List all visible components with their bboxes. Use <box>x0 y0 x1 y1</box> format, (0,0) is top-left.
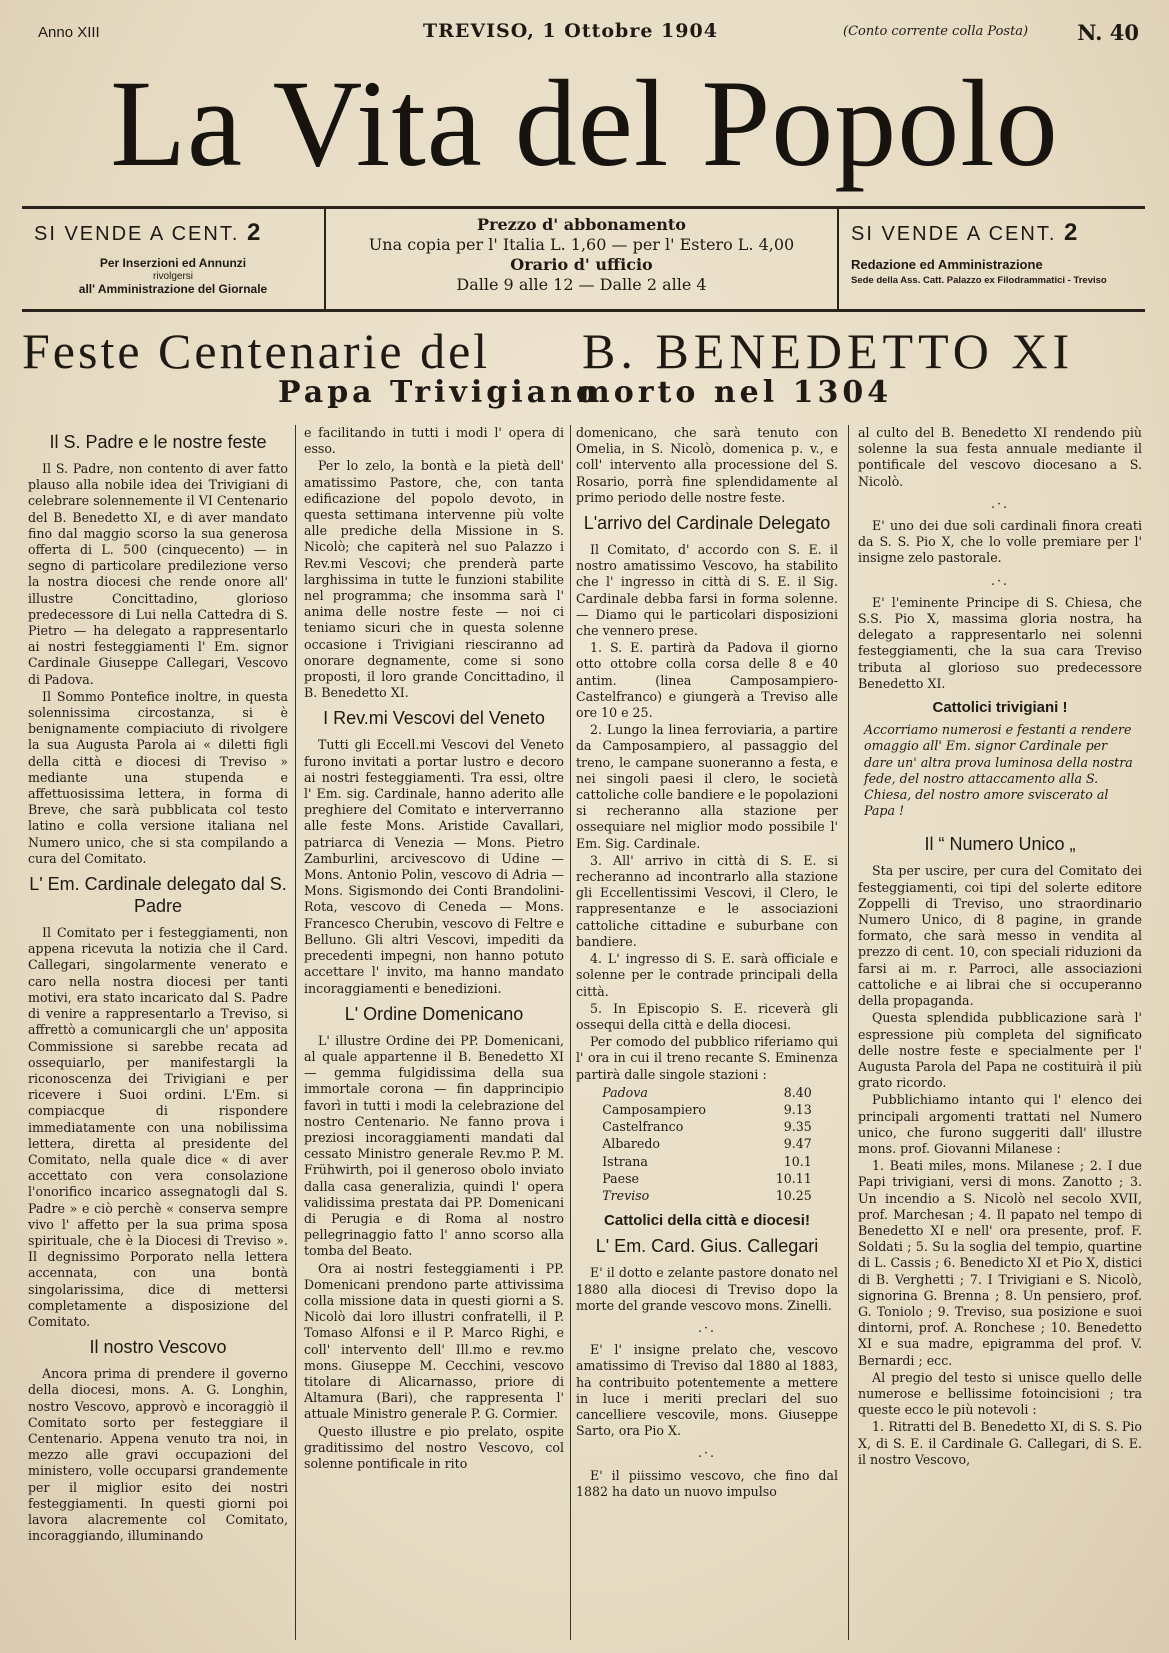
station-name: Camposampiero <box>602 1101 706 1117</box>
paragraph: Per comodo del pubblico riferiamo qui l' ora in cui il treno recante S. Eminenza partirà dalle singole stazioni : <box>576 1034 838 1082</box>
table-row <box>602 1119 812 1136</box>
sede-address: Sede della Ass. Catt. Palazzo ex Filodrammatici - Treviso <box>851 275 1107 286</box>
subheadline-part2: morto nel 1304 <box>578 375 893 410</box>
separator: .·. <box>697 1319 716 1335</box>
paragraph: E' l' insigne prelato che, vescovo amatissimo di Treviso dal 1880 al 1883, ha contribuito potentemente a mettere in luce i meriti preclari del suo cancelliere vescovile, mons. Giuseppe Sarto, ora Pio X. <box>576 1342 838 1439</box>
anno-label: Anno XIII <box>38 24 100 41</box>
column-3 <box>576 425 838 1645</box>
paragraph: Tutti gli Eccell.mi Vescovi del Veneto furono invitati a portar lustro e decoro ai nostri festeggiamenti. Tra essi, oltre l' Em. sig. Cardinale, hanno aderito alle preghiere del Comitato e interverranno alle feste Mons. Aristide Cavallari, patriarca di Venezia — Mons. Pietro Zamburlini, arcivescovo di Udine — Mons. Antonio Polin, vescovo di Adria — Mons. Sigismondo dei Conti Brandolini-Rota, vescovo di Ceneda — Mons. Francesco Cherubin, vescovo di Feltre e Belluno. Gli altri Vescovi, impediti da precedenti impegni, non hanno potuto accettare l' invito, ma hanno mandato incoraggiamenti e benedizioni. <box>304 737 564 996</box>
table-row <box>602 1188 812 1205</box>
paragraph: Il Sommo Pontefice inoltre, in questa solennissima circostanza, si è benignamente compiaciuto di rivolgere la sua Augusta Parola ai « diletti figli della città e diocesi di Treviso » mediante una stupenda e affettuosissima lettera, in forma di Breve, che sarà pubblicata col testo latino e colla versione italiana nel Numero unico, che si sta compilando a cura del Comitato. <box>28 688 288 866</box>
station-name: Padova <box>602 1084 648 1100</box>
paragraph: Al pregio del testo si unisce quello delle numerose e bellissime fotoincisioni ; tra queste ecco le più notevoli : <box>858 1369 1142 1418</box>
table-row <box>602 1171 812 1188</box>
issue-number: N. 40 <box>1077 20 1139 45</box>
section-heading: L' Ordine Domenicano <box>344 1003 524 1024</box>
station-time: 8.40 <box>783 1084 812 1100</box>
paragraph: Questa splendida pubblicazione sarà l' espressione più completa del significato delle nostre feste e specialmente per l' Augusta Parola del Papa ne costituirà il più grato ricordo. <box>858 1010 1142 1091</box>
paragraph: domenicano, che sarà tenuto con Omelia, in S. Nicolò, domenica p. v., e coll' intervento alla processione del S. Rosario, porrà fine splendidamente al primo periodo delle nostre feste. <box>576 425 838 505</box>
section-heading: Il “ Numero Unico „ <box>924 834 1076 855</box>
inserzioni-line1: Per Inserzioni ed Annunzi <box>99 256 247 270</box>
price-value: 2 <box>246 219 263 246</box>
info-band <box>22 206 1145 312</box>
paragraph: Sta per uscire, per cura del Comitato dei festeggiamenti, coi tipi del solerte editore Zoppelli di Treviso, uno straordinario Numero Unico, di 8 pagine, in grande formato, che sarà messo in vendita al prezzo di cent. 10, con speciali riduzioni da farsi ai m. r. Parroci, alle associazioni cattoliche e ai librai che si occuperanno della propaganda. <box>858 863 1142 1009</box>
station-time: 9.13 <box>783 1101 812 1117</box>
paragraph: 1. Beati miles, mons. Milanese ; 2. I due Papi trivigiani, versi di mons. Zanotto ; 3. Un incendio a S. Nicolò nel secolo XVII, prof. Marchesan ; 4. Il papato nel tempo di Benedetto XI e nell' ora presente, prof. F. Soldati ; 5. Su la soglia del tempio, quartine di L. Cassis ; 6. Benedicto XI et Pio X, distici di B. Verghetti ; 7. I Trivigiani e S. Nicolò, signorina G. Brenna ; 8. Un pensiero, prof. G. Toniolo ; 9. Treviso, sua posizione e suoi dintorni, prof. A. Ronchese ; 10. Benedetto XI e sua madre, epigramma del prof. V. Bernardi ; ecc. <box>858 1158 1142 1368</box>
section-heading: L'arrivo del Cardinale Delegato <box>583 513 831 534</box>
station-time: 9.35 <box>783 1119 812 1135</box>
station-name: Castelfranco <box>602 1119 684 1135</box>
paragraph: Il Comitato, d' accordo con S. E. il nostro amatissimo Vescovo, ha stabilito che l' ingresso in città di S. E. il Sig. Cardinale debba farsi in forma solenne. — Diamo qui le particolari disposizioni che vennero prese. <box>576 542 838 639</box>
price-value: 2 <box>1063 219 1080 246</box>
separator: .·. <box>990 572 1009 588</box>
paragraph: 4. L' ingresso di S. E. sarà officiale e solenne per le contrade principali della città. <box>576 951 838 999</box>
station-name: Albaredo <box>602 1136 661 1152</box>
section-heading: L' Em. Cardinale delegato dal S. Padre <box>29 874 287 917</box>
train-timetable <box>602 1085 812 1205</box>
separator: .·. <box>990 495 1009 511</box>
paragraph: Il S. Padre, non contento di aver fatto plauso alla nobile idea dei Trivigiani di celebrare solennemente il VI Centenario del B. Benedetto XI, e di aver mandato fino dal maggio scorso la sua generosa offerta di L. 500 (cinquecento) — in segno di particolare predilezione verso la nostra diocesi che rende onore all' illustre Concittadino, glorioso predecessore di Lui nella Cattedra di S. Pietro — ha delegato a rappresentarlo ai nostri festeggiamenti l' Em. signor Cardinale Giuseppe Callegari, Vescovo di Padova. <box>28 461 288 687</box>
paragraph: E' il dotto e zelante pastore donato nel 1880 alla diocesi di Treviso dopo la morte del grande vescovo mons. Zinelli. <box>576 1265 838 1313</box>
orario-text: Dalle 9 alle 12 — Dalle 2 alle 4 <box>456 275 707 294</box>
station-name: Treviso <box>602 1187 650 1203</box>
paragraph: 2. Lungo la linea ferroviaria, a partire da Camposampiero, al passaggio del treno, le campane suoneranno a festa, e nei singoli paesi il clero, le società cattoliche colle bandiere e le popolazioni si recheranno alla stazione per ossequiare nel miglior modo possibile l' Em. Sig. Cardinale. <box>576 722 838 851</box>
price-right <box>851 219 1145 247</box>
paragraph: e facilitando in tutti i modi l' opera di esso. <box>304 425 564 457</box>
column-rule <box>570 425 571 1640</box>
paragraph: al culto del B. Benedetto XI rendendo più solenne la sua festa annuale mediante il pontificale del vescovo diocesano a S. Nicolò. <box>858 425 1142 489</box>
column-1 <box>28 425 288 1645</box>
subheadline-part1: Papa Trivigiano <box>278 375 600 410</box>
paragraph: E' l'eminente Principe di S. Chiesa, che S.S. Pio X, massima gloria nostra, ha delegato a rappresentarlo nei solenni festeggiamenti, che la sua cara Treviso tributa al glorioso suo predecessore Benedetto XI. <box>858 594 1142 691</box>
column-rule <box>848 425 849 1640</box>
inserzioni-line3: all' Amministrazione del Giornale <box>78 282 268 296</box>
paragraph: 1. Ritratti del B. Benedetto XI, di S. S. Pio X, di S. E. il Cardinale G. Callegari, di S. E. il nostro Vescovo, <box>858 1419 1142 1467</box>
inserzioni-line2: rivolgersi <box>152 271 193 282</box>
station-time: 10.25 <box>775 1187 812 1203</box>
station-time: 10.11 <box>775 1170 812 1186</box>
table-row <box>602 1085 812 1102</box>
left-price-box <box>22 209 326 309</box>
table-row <box>602 1154 812 1171</box>
table-row <box>602 1102 812 1119</box>
paragraph: E' il piissimo vescovo, che fino dal 1882 ha dato un nuovo impulso <box>576 1467 838 1499</box>
paragraph: 1. S. E. partirà da Padova il giorno otto ottobre colla corsa delle 8 e 40 antim. (linea Camposampiero-Castelfranco) e giungerà a Treviso alle ore 10 e 25. <box>576 640 838 721</box>
paragraph: Ora ai nostri festeggiamenti i PP. Domenicani prendono parte attivissima colla missione data in questi giorni a S. Nicolò dai loro illustri confratelli, il P. Tomaso Alfonsi e il P. Marco Righi, e coll' intervento dell' Ill.mo e rev.mo mons. Giuseppe M. Cecchini, vescovo titolare di Alicarnasso, priore di Altamura (Bari), che rappresenta l' attuale Ministro generale P. G. Cormier. <box>304 1260 564 1422</box>
section-heading: Cattolici della città e diocesi! <box>604 1212 810 1230</box>
separator: .·. <box>697 1445 716 1461</box>
section-heading: Cattolici trivigiani ! <box>932 699 1068 717</box>
paragraph: 3. All' arrivo in città di S. E. si recheranno ad incontrarlo alla stazione gli Eccellentissimi Vescovi, il Clero, le rappresentanze e le associazioni cattoliche cittadine e suburbane con bandiere. <box>576 852 838 949</box>
issue-date: TREVISO, 1 Ottobre 1904 <box>423 20 718 42</box>
paragraph: Accorriamo numerosi e festanti a rendere omaggio all' Em. signor Cardinale per dare un' altra prova luminosa della nostra fede, del nostro attaccamento alla S. Chiesa, del nostro amore sviscerato al Papa ! <box>864 722 1133 819</box>
conto-corrente-note: (Conto corrente colla Posta) <box>843 24 1029 39</box>
table-row <box>602 1136 812 1153</box>
right-price-box <box>837 209 1145 309</box>
paragraph: Pubblichiamo intanto qui l' elenco dei principali argomenti trattati nel Numero unico, che furono suggeriti dall' illustre mons. prof. Giovanni Milanese : <box>858 1092 1142 1156</box>
newspaper-title: La Vita del Popolo <box>110 55 1059 192</box>
column-4 <box>858 425 1142 1645</box>
section-heading: Il S. Padre e le nostre feste <box>49 432 267 452</box>
paragraph: E' uno dei due soli cardinali finora creati da S. S. Pio X, che lo volle premiare per l' insigne zelo pastorale. <box>858 518 1142 566</box>
subscription-box <box>326 209 837 295</box>
station-time: 9.47 <box>783 1136 812 1152</box>
price-label: SI VENDE A CENT. <box>851 223 1057 245</box>
redazione-label: Redazione ed Amministrazione <box>851 257 1043 272</box>
abbonamento-title: Prezzo d' abbonamento <box>477 215 686 234</box>
station-name: Paese <box>602 1170 639 1186</box>
orario-title: Orario d' ufficio <box>510 255 653 274</box>
section-heading: I Rev.mi Vescovi del Veneto <box>323 708 545 729</box>
header-line <box>38 20 1139 46</box>
section-heading: Il nostro Vescovo <box>89 1337 227 1358</box>
station-name: Istrana <box>602 1153 648 1169</box>
headline-part2: B. BENEDETTO XI <box>582 323 1075 379</box>
paragraph: L' illustre Ordine dei PP. Domenicani, al quale appartenne il B. Benedetto XI — gemma fulgidissima della sua immortale corona — fin dapprincipio favorì in tutti i modi la celebrazione del nostro Centenario. Ne fanno prova i preziosi incoraggiamenti mandati dal cessato Ministro generale Rev.mo P. M. Frühwirth, poi il generoso obolo inviato dalla casa generalizia, quindi l' opera validissima prestata dai PP. Domenicani di Perugia e di Roma al nostro pellegrinaggio fatto l' anno scorso alla tomba del Beato. <box>304 1032 564 1259</box>
abbonamento-text: Una copia per l' Italia L. 1,60 — per l' Estero L. 4,00 <box>368 235 795 254</box>
price-label: SI VENDE A CENT. <box>34 223 240 245</box>
column-2 <box>304 425 564 1645</box>
paragraph: Il Comitato per i festeggiamenti, non appena ricevuta la notizia che il Card. Callegari, singolarmente venerato e caro nella nostra diocesi per tanti motivi, era stato incaricato dal S. Padre di venire a rappresentarlo a Treviso, si affrettò a comunicargli che un' apposita Commissione si sarebbe recata ad ossequiarlo, per manifestargli la riconoscenza dei Trivigiani e per ricevere i Suoi ordini. L'Em. si compiacque di rispondere immediatamente con una nobilissima lettera, diretta al presidente del Comitato, nella quale dice « di aver accettato con vera consolazione l'onorifico incarico assegnatogli dal S. Padre » e ciò perchè « conserva sempre vivo l' affetto per la sua prima sposa spirituale, che è la Diocesi di Treviso ». Il degnissimo Porporato nella lettera accennata, con una bontà singolarissima, dice di mettersi completamente a disposizione del Comitato. <box>28 925 288 1329</box>
paragraph: Questo illustre e pio prelato, ospite graditissimo del nostro Vescovo, col solenne pontificale in rito <box>304 1423 564 1471</box>
paragraph: Ancora prima di prendere il governo della diocesi, mons. A. G. Longhin, nostro Vescovo, approvò e incoraggiò il Comitato sorto per festeggiare il Centenario. Appena venuto tra noi, in mezzo alle gravi occupazioni del ministero, volle occuparsi grandemente per il miglior esito dei nostri festeggiamenti. In questi giorni poi lavora alacremente col Comitato, incoraggiando, illuminando <box>28 1366 288 1544</box>
paragraph: Per lo zelo, la bontà e la pietà dell' amatissimo Pastore, che, con tanta edificazione del popolo devoto, in questa settimana intervenne più volte alle prediche della Missione in S. Nicolò; che capiterà nel suo Palazzo i Rev.mi Vescovi; che prenderà parte larghissima in tutte le funzioni stabilite nel programma; che insomma sarà l' anima delle nostre feste — noi ci teniamo sicuri che in questa solenne occasione i Trivigiani riesciranno ad onorare degnamente, come si sono proposti, il loro grande Concittadino, il B. Benedetto XI. <box>304 458 564 701</box>
headline-part1: Feste Centenarie del <box>22 323 491 379</box>
paragraph: 5. In Episcopio S. E. riceverà gli ossequi della città e della diocesi. <box>576 1000 838 1032</box>
station-time: 10.1 <box>783 1153 812 1169</box>
price-left <box>34 219 324 247</box>
column-rule <box>295 425 296 1640</box>
section-heading: L' Em. Card. Gius. Callegari <box>595 1236 819 1257</box>
